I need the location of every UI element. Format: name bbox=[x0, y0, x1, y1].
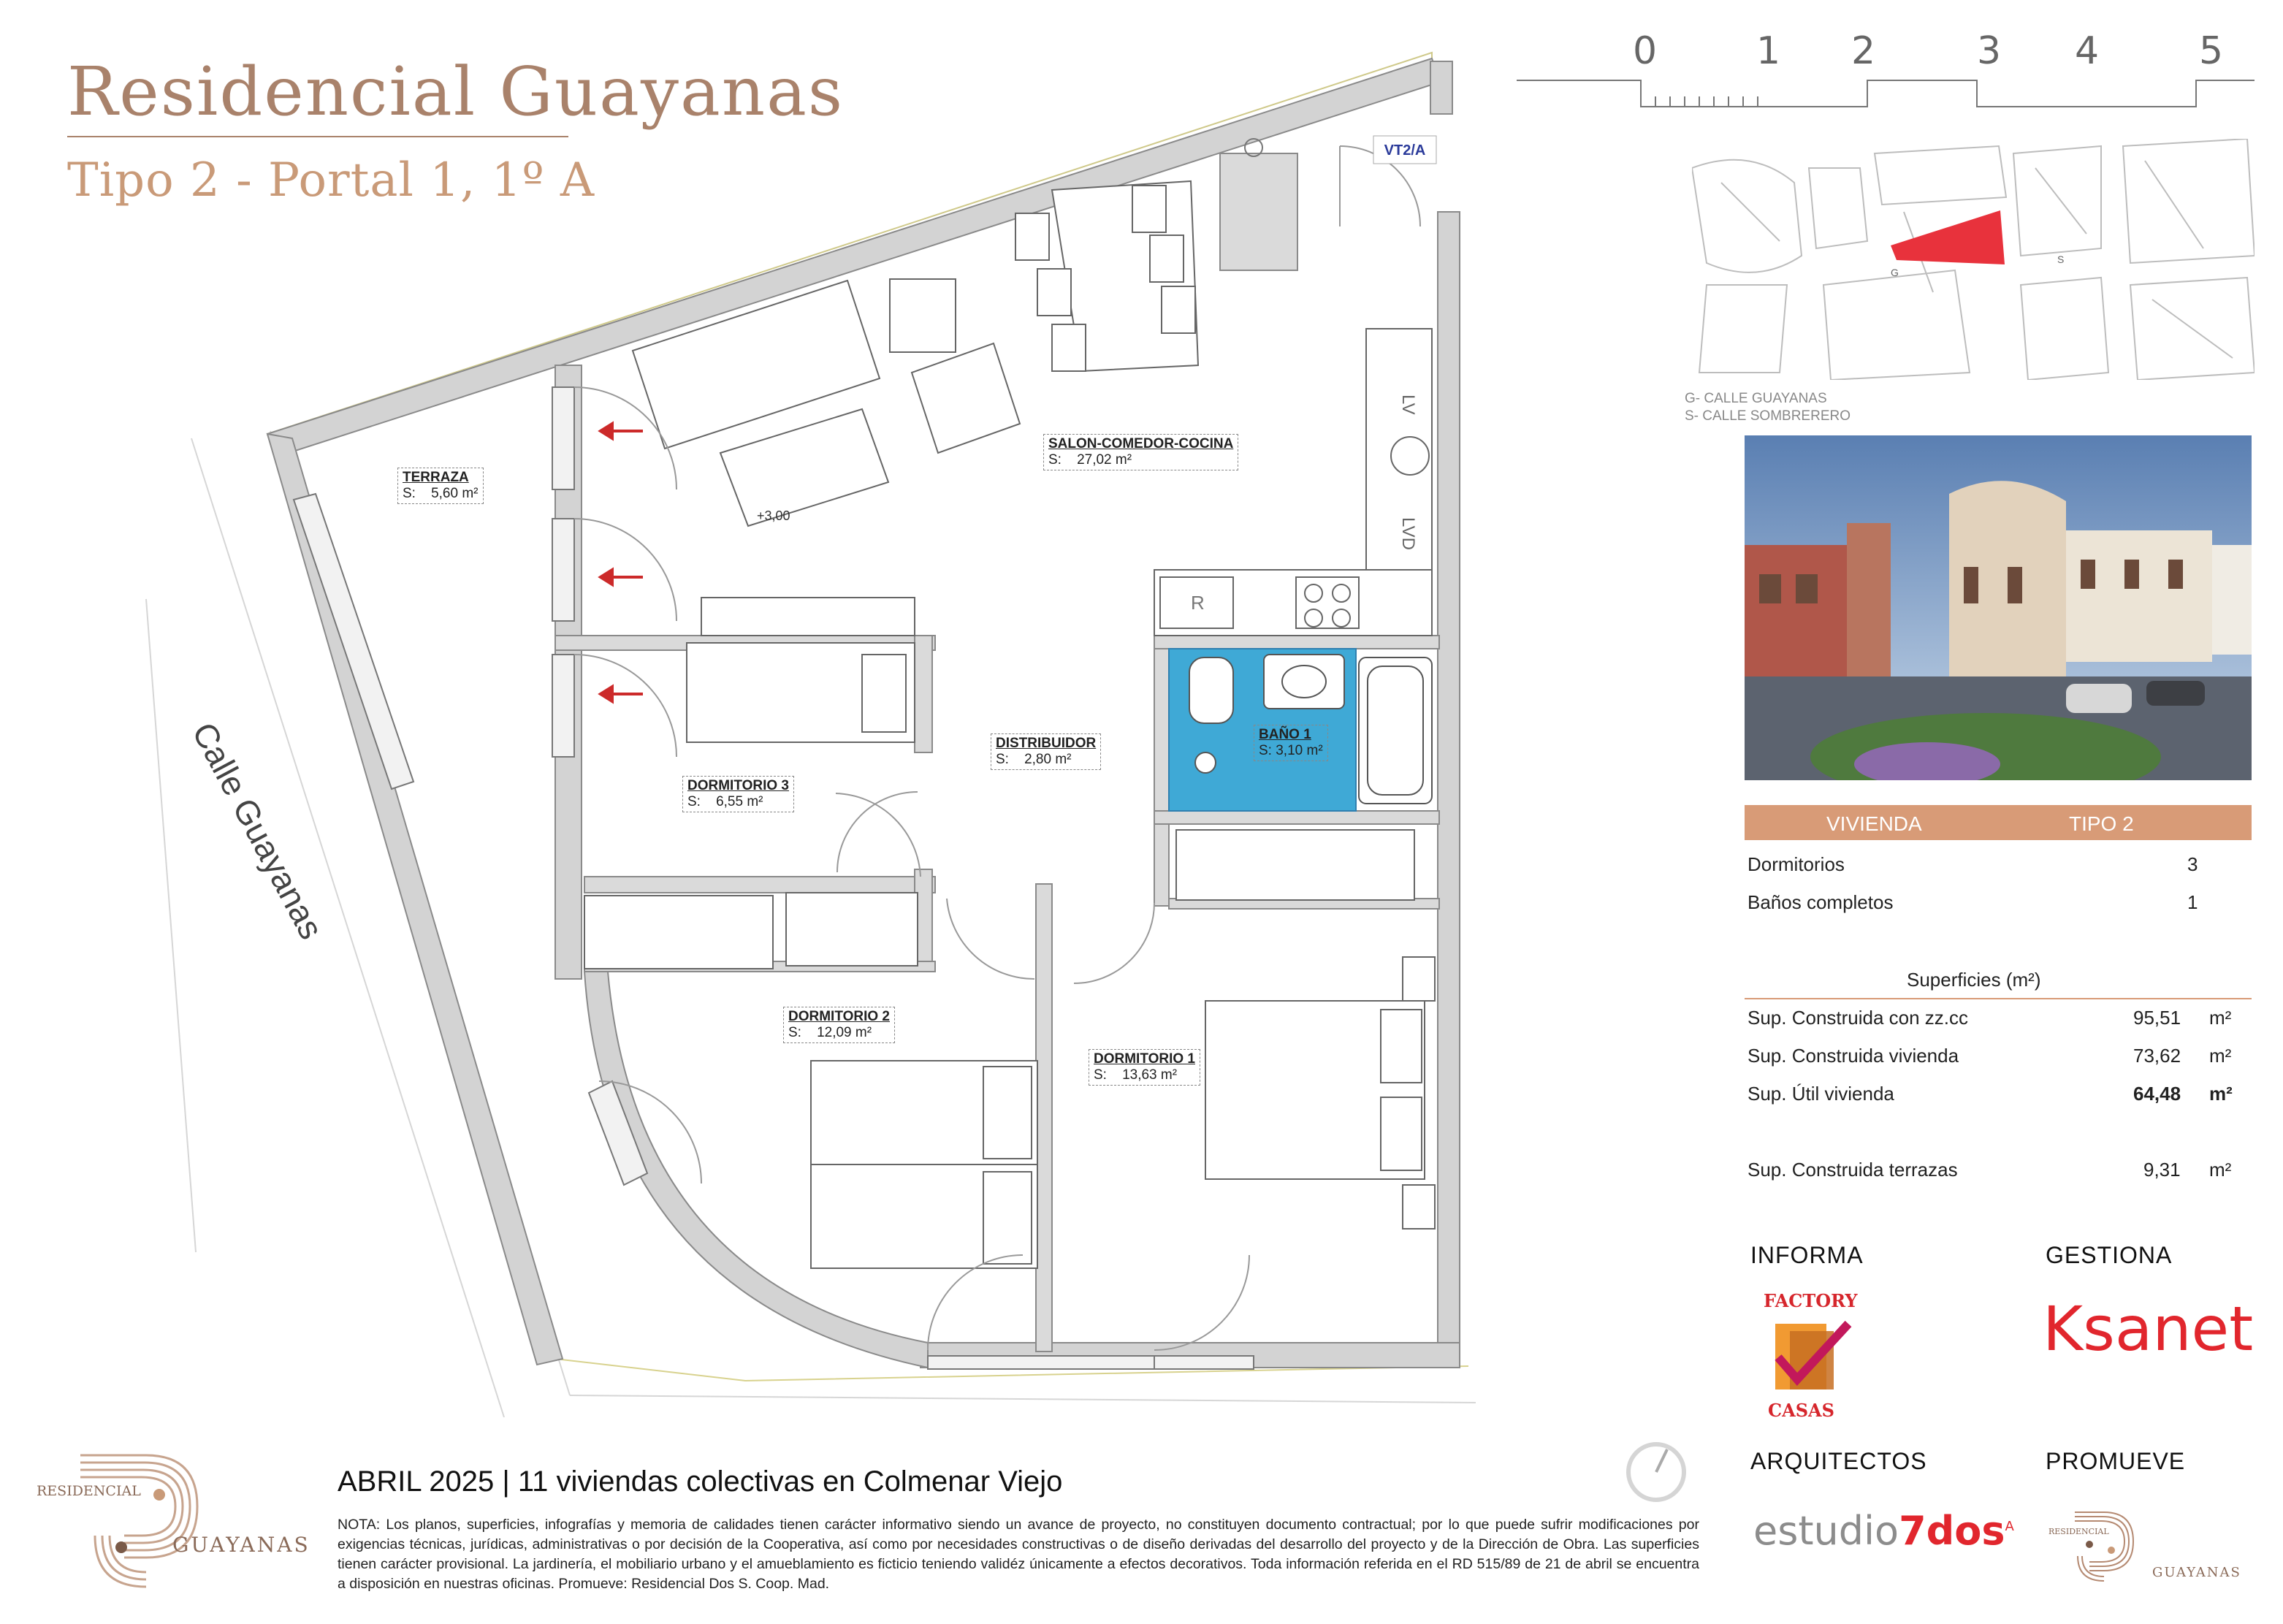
factory-casas-logo: FACTORY CASAS bbox=[1761, 1290, 1863, 1422]
gestiona-label: GESTIONA bbox=[2046, 1242, 2173, 1268]
room-dormitorio-1: DORMITORIO 1 S: 13,63 m² bbox=[1089, 1049, 1200, 1086]
scale-tick: 2 bbox=[1851, 29, 1876, 73]
room-name: DORMITORIO 3 bbox=[687, 778, 789, 793]
promoter-logo-mark bbox=[2060, 1505, 2141, 1585]
level-tag: +3,00 bbox=[757, 508, 790, 523]
scale-bar bbox=[1517, 70, 2255, 114]
surface-unit: m² bbox=[2209, 1045, 2232, 1067]
room-name: BAÑO 1 bbox=[1259, 727, 1311, 742]
specs-header-right: TIPO 2 bbox=[2069, 812, 2134, 835]
surface-label: Sup. Construida vivienda bbox=[1747, 1045, 1959, 1067]
room-area: 12,09 m² bbox=[817, 1025, 872, 1040]
map-legend bbox=[1685, 390, 1851, 425]
surface-value: 64,48 bbox=[2133, 1083, 2181, 1105]
washer-label: LV bbox=[1398, 394, 1418, 415]
footer-disclaimer: NOTA: Los planos, superficies, infografías y memoria de calidades tienen carácter informativo siendo un avance de proyecto, no constituyen documento contractual; por lo que puede sufrir modificaciones por exigencias técnicas, jurídicas, administrativas o por decisión de la Cooperativa, así como por necesidades constructivas o de diseño derivadas del desarrollo del proyecto y de la Dirección de Obra. Las superficies tienen carácter provisional. La jardinería, el mobiliario urbano y el amueblamiento es ficticio teniendo validéz únicamente a efectos decorativos. Toda información referida en el RD 515/89 de 21 de abril se encuentra a disposición en nuestras oficinas. Promueve: Residencial Dos S. Coop. Mad. bbox=[338, 1517, 1699, 1592]
footer-headline: ABRIL 2025 | 11 viviendas colectivas en Colmenar Viejo bbox=[338, 1465, 1063, 1498]
compass-icon bbox=[1623, 1439, 1689, 1505]
spec-value: 1 bbox=[2187, 891, 2198, 913]
brand-logo-bottom: GUAYANAS bbox=[172, 1533, 310, 1557]
room-area: 3,10 m² bbox=[1276, 743, 1323, 758]
specs-header bbox=[1745, 805, 2252, 840]
page-title: Residencial Guayanas bbox=[67, 53, 845, 131]
room-area: 13,63 m² bbox=[1122, 1067, 1178, 1083]
spec-label: Dormitorios bbox=[1747, 853, 1845, 875]
room-dormitorio-2: DORMITORIO 2 S: 12,09 m² bbox=[783, 1007, 895, 1043]
scale-tick: 5 bbox=[2199, 29, 2224, 73]
brand-logo-top: RESIDENCIAL bbox=[37, 1483, 141, 1499]
surfaces-divider bbox=[1745, 998, 2252, 999]
room-bano-1: BAÑO 1 S: 3,10 m² bbox=[1254, 725, 1328, 761]
arquitectos-label: ARQUITECTOS bbox=[1750, 1448, 1927, 1474]
surface-label: Sup. Construida con zz.cc bbox=[1747, 1007, 1969, 1029]
surface-label: Sup. Útil vivienda bbox=[1747, 1083, 1894, 1105]
promoter-logo-bottom: GUAYANAS bbox=[2152, 1565, 2241, 1580]
door-tag: VT2/A bbox=[1384, 142, 1426, 159]
site-marker bbox=[1891, 210, 2005, 264]
room-distribuidor: DISTRIBUIDOR S: 2,80 m² bbox=[991, 733, 1101, 770]
surface-unit: m² bbox=[2209, 1007, 2232, 1029]
informa-label: INFORMA bbox=[1750, 1242, 1864, 1268]
room-name: DORMITORIO 1 bbox=[1094, 1051, 1195, 1067]
room-terraza: TERRAZA S: 5,60 m² bbox=[397, 468, 484, 504]
specs-header-left: VIVIENDA bbox=[1826, 812, 1922, 835]
room-area: 27,02 m² bbox=[1077, 452, 1132, 468]
surfaces-title: Superficies (m²) bbox=[1907, 969, 2041, 991]
scale-tick: 0 bbox=[1633, 29, 1658, 73]
surface-label: Sup. Construida terrazas bbox=[1747, 1159, 1958, 1181]
brand-logo-mark bbox=[73, 1448, 212, 1594]
dishwasher-label: LVD bbox=[1398, 517, 1418, 550]
kitchen bbox=[1154, 329, 1432, 636]
room-area: 2,80 m² bbox=[1024, 752, 1072, 767]
surface-unit: m² bbox=[2209, 1159, 2232, 1181]
map-marker-g: G bbox=[1891, 267, 1899, 278]
promoter-logo-top: RESIDENCIAL bbox=[2048, 1527, 2109, 1536]
room-salon: SALON-COMEDOR-COCINA S: 27,02 m² bbox=[1043, 434, 1238, 470]
room-area: 6,55 m² bbox=[716, 794, 763, 809]
promueve-label: PROMUEVE bbox=[2046, 1448, 2186, 1474]
room-name: DISTRIBUIDOR bbox=[996, 736, 1097, 751]
scale-tick: 3 bbox=[1977, 29, 2002, 73]
estudio7dos-logo: estudio7dos$^A$ bbox=[1753, 1508, 2014, 1554]
map-marker-s: S bbox=[2057, 253, 2065, 265]
building-render bbox=[1745, 435, 2252, 780]
map-legend-item: G- CALLE GUAYANAS bbox=[1685, 391, 1827, 406]
room-name: DORMITORIO 2 bbox=[788, 1009, 890, 1024]
surface-unit: m² bbox=[2209, 1083, 2233, 1105]
scale-tick: 1 bbox=[1756, 29, 1781, 73]
spec-label: Baños completos bbox=[1747, 891, 1894, 913]
room-area: 5,60 m² bbox=[431, 486, 479, 501]
fridge-label: R bbox=[1191, 592, 1205, 614]
map-legend-item: S- CALLE SOMBRERERO bbox=[1685, 408, 1851, 424]
surface-value: 95,51 bbox=[2133, 1007, 2181, 1029]
page-subtitle: Tipo 2 - Portal 1, 1º A bbox=[67, 153, 595, 207]
ksanet-logo: Ksanet bbox=[2043, 1293, 2254, 1365]
surface-value: 73,62 bbox=[2133, 1045, 2181, 1067]
room-dormitorio-3: DORMITORIO 3 S: 6,55 m² bbox=[682, 776, 794, 812]
scale-tick: 4 bbox=[2075, 29, 2100, 73]
room-name: SALON-COMEDOR-COCINA bbox=[1048, 436, 1234, 451]
factory-casas-icon bbox=[1768, 1316, 1863, 1397]
spec-value: 3 bbox=[2187, 853, 2198, 875]
street-label: Calle Guayanas bbox=[185, 716, 331, 945]
location-map bbox=[1692, 139, 2255, 380]
surface-value: 9,31 bbox=[2143, 1159, 2181, 1181]
room-name: TERRAZA bbox=[403, 470, 469, 485]
